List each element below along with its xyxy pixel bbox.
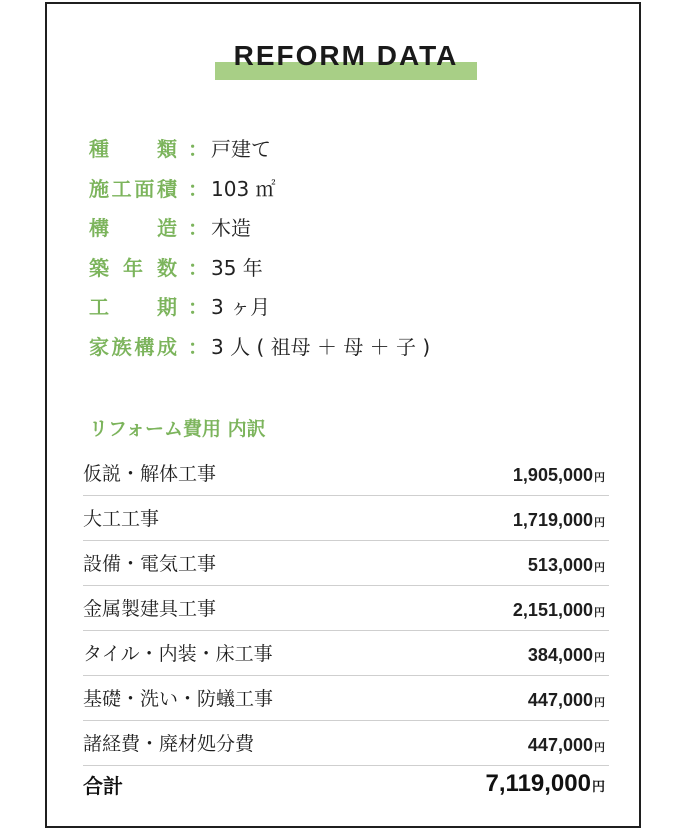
spec-label-text (89, 212, 177, 241)
cost-item-name: 金属製建具工事 (83, 598, 217, 620)
cost-item-amount-value: 513,000 (527, 555, 593, 575)
yen-unit: 円 (594, 652, 605, 664)
cost-item-amount (513, 510, 605, 531)
spec-colon: ： (188, 295, 208, 320)
cost-item-amount-value: 1,719,000 (512, 510, 593, 530)
spec-row (89, 128, 430, 168)
cost-section-title: リフォーム費用 内訳 (89, 418, 266, 440)
total-row (83, 766, 609, 810)
spec-label (89, 133, 211, 162)
spec-label-char: 類 (157, 137, 177, 162)
cost-item-name: 諸経費・廃材処分費 (83, 733, 255, 755)
spec-label-char: 期 (157, 295, 177, 320)
spec-label-char: 族 (111, 334, 132, 359)
cost-row (83, 721, 609, 766)
cost-item-name: 大工工事 (83, 508, 160, 530)
cost-item-amount-value: 2,151,000 (512, 600, 593, 620)
yen-unit: 円 (594, 607, 605, 619)
page-title: REFORM DATA (233, 40, 459, 71)
spec-value: 103 ㎡ (211, 176, 276, 201)
yen-unit: 円 (591, 779, 605, 794)
spec-label-char: 施 (89, 176, 109, 201)
cost-item-amount (528, 645, 605, 666)
spec-row (89, 168, 430, 208)
cost-item-amount-value: 447,000 (527, 690, 593, 710)
spec-row (89, 247, 430, 287)
spec-label (89, 331, 211, 360)
spec-label-text (89, 173, 177, 202)
spec-label-text (89, 133, 177, 162)
spec-value: 戸建て (211, 137, 271, 162)
cost-row (83, 451, 609, 496)
total-amount-value: 7,119,000 (485, 770, 591, 797)
cost-table (83, 451, 609, 766)
cost-row (83, 586, 609, 631)
cost-item-name: タイル・内装・床工事 (83, 643, 273, 665)
spec-label-text (89, 252, 177, 281)
spec-label-char: 工 (89, 295, 109, 320)
spec-colon: ： (188, 137, 208, 162)
yen-unit: 円 (594, 562, 605, 574)
spec-label-text (89, 331, 177, 360)
spec-label-char: 数 (157, 255, 177, 280)
spec-label-char: 家 (89, 334, 109, 359)
cost-row (83, 496, 609, 541)
spec-label-char: 成 (156, 334, 177, 359)
cost-item-amount-value: 1,905,000 (512, 465, 593, 485)
cost-item-amount-value: 384,000 (527, 645, 593, 665)
spec-value: 3 人 ( 祖母 ＋ 母 ＋ 子 ) (211, 334, 431, 359)
yen-unit: 円 (594, 472, 605, 484)
reform-data-card (45, 2, 641, 828)
cost-item-amount-value: 447,000 (527, 735, 593, 755)
title-block (215, 38, 477, 82)
spec-label (89, 173, 211, 202)
cost-item-amount (513, 600, 605, 621)
yen-unit: 円 (594, 697, 605, 709)
cost-row (83, 631, 609, 676)
spec-value: 木造 (211, 216, 251, 241)
spec-label (89, 212, 211, 241)
spec-label-char: 年 (123, 255, 143, 280)
spec-value: 3 ヶ月 (211, 295, 271, 320)
spec-label-char: 構 (89, 216, 109, 241)
spec-label-char: 種 (89, 137, 109, 162)
total-label: 合計 (83, 774, 123, 798)
spec-row (89, 286, 430, 326)
cost-row (83, 676, 609, 721)
spec-label (89, 252, 211, 281)
spec-label-char: 構 (134, 334, 155, 359)
cost-item-amount (528, 735, 605, 756)
cost-item-name: 基礎・洗い・防蟻工事 (83, 688, 274, 710)
spec-colon: ： (188, 216, 208, 241)
spec-label (89, 291, 211, 320)
cost-item-name: 設備・電気工事 (83, 553, 217, 575)
spec-colon: ： (188, 255, 208, 280)
spec-label-char: 造 (157, 216, 177, 241)
cost-row (83, 541, 609, 586)
yen-unit: 円 (594, 742, 605, 754)
spec-row (89, 326, 430, 366)
spec-label-text (89, 291, 177, 320)
spec-row (89, 207, 430, 247)
cost-item-amount (513, 465, 605, 486)
cost-item-amount (528, 555, 605, 576)
total-amount (486, 770, 605, 798)
yen-unit: 円 (594, 517, 605, 529)
cost-item-name: 仮説・解体工事 (83, 463, 217, 485)
spec-value: 35 年 (211, 255, 263, 280)
cost-item-amount (528, 690, 605, 711)
spec-label-char: 築 (89, 255, 109, 280)
spec-list (89, 128, 430, 365)
spec-colon: ： (188, 334, 208, 359)
spec-colon: ： (188, 176, 208, 201)
spec-label-char: 積 (156, 176, 177, 201)
spec-label-char: 面 (134, 176, 155, 201)
spec-label-char: 工 (111, 176, 132, 201)
